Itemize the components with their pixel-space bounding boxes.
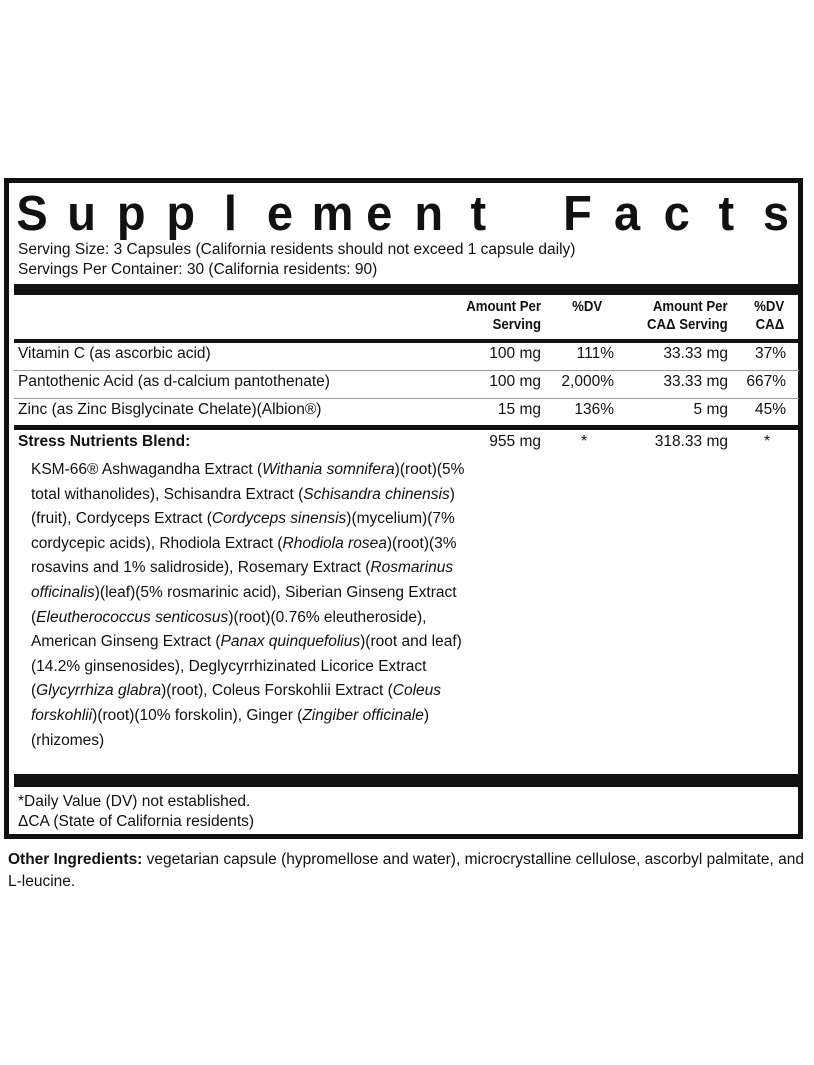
- title-letter: t: [470, 184, 487, 240]
- header-amount-line2: Serving: [492, 316, 541, 333]
- thick-divider-top: [14, 284, 799, 295]
- ingredient-text: KSM-66® Ashwagandha Extract (: [31, 461, 263, 478]
- title-letter: [510, 187, 546, 236]
- nutrient-name: Vitamin C (as ascorbic acid): [18, 345, 211, 362]
- nutrient-dv: 2,000%: [561, 373, 614, 390]
- header-ca-amount-line1: Amount Per: [653, 298, 728, 315]
- nutrient-dv: 111%: [576, 345, 614, 362]
- blend-dv: *: [581, 433, 588, 450]
- nutrient-ca-dv: 45%: [754, 401, 786, 418]
- ingredient-text: )(leaf)(5% rosmarinic acid), Siberian Ginseng Extract (: [31, 583, 457, 626]
- title-letter: p: [166, 184, 196, 240]
- nutrient-name: Zinc (as Zinc Bisglycinate Chelate)(Albion®): [18, 401, 322, 418]
- header-ca-dv: [754, 298, 784, 334]
- serving-size: Serving Size: 3 Capsules (California residents should not exceed 1 capsule daily): [18, 241, 576, 258]
- title-letter: p: [116, 184, 146, 240]
- nutrient-ca-amount: 33.33 mg: [663, 345, 728, 362]
- row-divider: [14, 370, 799, 371]
- latin-name: Rhodiola rosea: [282, 534, 387, 552]
- medium-divider: [14, 339, 799, 343]
- blend-ca-amount: 318.33 mg: [654, 433, 728, 450]
- title-letter: t: [718, 184, 735, 240]
- nutrient-ca-dv: 37%: [754, 345, 786, 362]
- blend-ingredients: [31, 458, 483, 753]
- blend-divider: [14, 425, 799, 430]
- title-letter: a: [614, 184, 641, 240]
- ingredient-text: )(root)(0.76% eleutheroside), American Ginseng Extract (: [31, 608, 427, 651]
- nutrient-amount: 100 mg: [489, 373, 541, 390]
- ingredient-text: )(root)(10% forskolin), Ginger (: [92, 706, 303, 724]
- title-letter: F: [563, 184, 592, 240]
- latin-name: Panax quinquefolius: [220, 633, 361, 651]
- header-dv: %DV: [571, 298, 602, 315]
- nutrient-ca-amount: 5 mg: [693, 401, 728, 418]
- header-ca-amount-line2: CAΔ Serving: [647, 316, 728, 333]
- latin-name: Cordyceps sinensis: [211, 510, 347, 528]
- title-letter: S: [16, 184, 48, 240]
- nutrient-ca-dv: 667%: [746, 373, 786, 390]
- latin-name: Coleus forskohlii: [31, 682, 442, 724]
- ingredient-text: )(fruit), Cordyceps Extract (: [31, 485, 455, 528]
- blend-amount: 955 mg: [489, 433, 541, 450]
- header-amount-line1: Amount Per: [466, 298, 541, 315]
- title-letter: m: [311, 184, 354, 240]
- row-divider: [14, 398, 799, 399]
- ingredient-text: )(root and leaf)(14.2% ginsenosides), Deglycyrrhizinated Licorice Extract (: [31, 633, 462, 700]
- title-letter: e: [266, 184, 294, 240]
- latin-name: Schisandra chinensis: [303, 485, 450, 503]
- footnote-dv: *Daily Value (DV) not established.: [18, 793, 251, 810]
- title-letter: n: [414, 184, 444, 240]
- nutrient-ca-amount: 33.33 mg: [663, 373, 728, 390]
- header-ca-dv-line1: %DV: [753, 298, 784, 315]
- title-letter: l: [223, 184, 237, 240]
- ingredient-text: )(mycelium)(7% cordycepic acids), Rhodiola Extract (: [31, 510, 455, 552]
- latin-name: Rosmarinus officinalis: [31, 559, 454, 601]
- header-ca-dv-line2: CAΔ: [755, 316, 784, 333]
- ingredient-text: )(rhizomes): [31, 706, 429, 749]
- nutrient-amount: 15 mg: [497, 401, 541, 418]
- ingredient-text: )(root)(3% rosavins and 1% salidroside), Rosemary Extract (: [31, 534, 457, 577]
- header-amount-per-serving: [466, 298, 541, 334]
- nutrient-name: Pantothenic Acid (as d-calcium pantothenate): [18, 373, 330, 390]
- other-ingredients: [8, 849, 808, 893]
- latin-name: Eleutherococcus senticosus: [36, 608, 229, 626]
- footnote-ca: ΔCA (State of California residents): [18, 813, 255, 830]
- latin-name: Glycyrrhiza glabra: [36, 682, 162, 700]
- blend-ca-dv: *: [764, 433, 771, 450]
- other-ingredients-label: Other Ingredients:: [8, 851, 143, 868]
- thick-divider-bottom: [14, 774, 799, 787]
- blend-name: Stress Nutrients Blend:: [18, 433, 191, 450]
- header-ca-amount: [647, 298, 728, 334]
- panel-title: [14, 185, 794, 240]
- title-letter: c: [663, 184, 690, 240]
- latin-name: Withania somnifera: [262, 461, 395, 478]
- ingredient-text: )(root)(5% total withanolides), Schisandra Extract (: [31, 461, 465, 503]
- nutrient-amount: 100 mg: [489, 345, 541, 362]
- nutrient-dv: 136%: [574, 401, 614, 418]
- ingredient-text: )(root), Coleus Forskohlii Extract (: [161, 682, 393, 700]
- latin-name: Zingiber officinale: [302, 706, 424, 724]
- other-ingredients-text: vegetarian capsule (hypromellose and water), microcrystalline cellulose, ascorbyl palmitate, and L-leucine.: [8, 851, 805, 890]
- title-letter: u: [67, 184, 96, 240]
- servings-per-container: Servings Per Container: 30 (California residents: 90): [18, 261, 378, 278]
- title-letter: e: [366, 184, 393, 240]
- title-letter: s: [762, 184, 789, 240]
